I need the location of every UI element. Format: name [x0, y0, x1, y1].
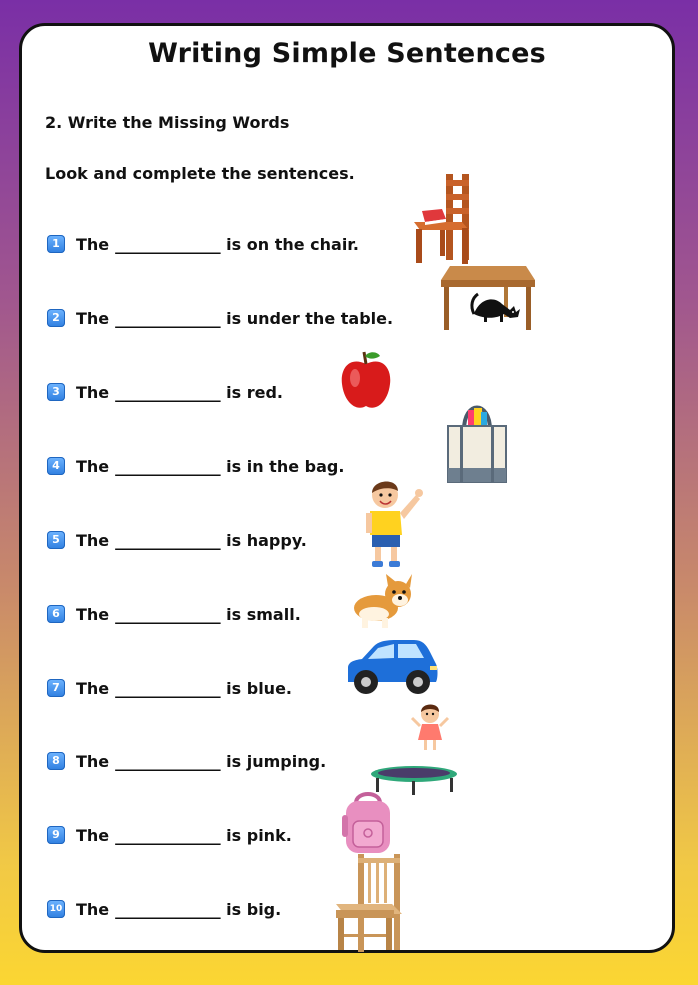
number-badge: 7	[47, 679, 65, 697]
page-title: Writing Simple Sentences	[148, 38, 546, 69]
answer-blank[interactable]: ______________	[115, 825, 221, 845]
sentence-start: The	[76, 751, 110, 771]
sentence-end: is big.	[226, 899, 282, 919]
number-badge: 9	[47, 826, 65, 844]
sentence-start: The	[76, 899, 110, 919]
sentence-start: The	[76, 604, 110, 624]
sentence-row-1	[47, 230, 359, 258]
answer-blank[interactable]: ______________	[115, 530, 221, 550]
pink-backpack-image	[340, 791, 396, 855]
sentence-start: The	[76, 308, 110, 328]
sentence-end: is red.	[226, 382, 284, 402]
sentence-row-2	[47, 304, 393, 332]
sentence-end: is blue.	[226, 678, 292, 698]
sentence-row-8	[47, 747, 326, 775]
sentence-end: is on the chair.	[226, 234, 359, 254]
blue-car-image	[344, 638, 440, 698]
number-badge: 6	[47, 605, 65, 623]
answer-blank[interactable]: ______________	[115, 678, 221, 698]
instruction-text: Look and complete the sentences.	[45, 164, 355, 183]
sentence-start: The	[76, 456, 110, 476]
number-badge: 3	[47, 383, 65, 401]
sentence-end: is small.	[226, 604, 301, 624]
answer-blank[interactable]: ______________	[115, 604, 221, 624]
answer-blank[interactable]: ______________	[115, 456, 221, 476]
answer-blank[interactable]: ______________	[115, 382, 221, 402]
sentence-row-7	[47, 674, 292, 702]
sentence-start: The	[76, 234, 110, 254]
red-apple-image	[340, 350, 392, 412]
sentence-start: The	[76, 382, 110, 402]
number-badge: 2	[47, 309, 65, 327]
sentence-row-3	[47, 378, 283, 406]
sentence-end: is jumping.	[226, 751, 327, 771]
sentence-start: The	[76, 530, 110, 550]
sentence-row-9	[47, 821, 292, 849]
number-badge: 4	[47, 457, 65, 475]
answer-blank[interactable]: ______________	[115, 234, 221, 254]
wooden-chair-image	[334, 852, 404, 952]
sentence-row-10	[47, 895, 281, 923]
number-badge: 1	[47, 235, 65, 253]
sentence-end: is in the bag.	[226, 456, 345, 476]
tote-bag-image	[446, 396, 508, 484]
girl-on-trampoline-image	[368, 698, 460, 798]
cat-under-table-image	[440, 262, 536, 332]
number-badge: 8	[47, 752, 65, 770]
answer-blank[interactable]: ______________	[115, 899, 221, 919]
number-badge: 5	[47, 531, 65, 549]
sentence-start: The	[76, 825, 110, 845]
sentence-start: The	[76, 678, 110, 698]
sentence-end: is happy.	[226, 530, 307, 550]
small-dog-image	[350, 574, 416, 630]
sentence-row-5	[47, 526, 307, 554]
section-heading: 2. Write the Missing Words	[45, 113, 290, 132]
happy-boy-image	[364, 477, 424, 569]
sentence-row-6	[47, 600, 301, 628]
sentence-end: is under the table.	[226, 308, 394, 328]
number-badge: 10	[47, 900, 65, 918]
sentence-end: is pink.	[226, 825, 292, 845]
sentence-row-4	[47, 452, 344, 480]
worksheet-card	[19, 23, 675, 953]
answer-blank[interactable]: ______________	[115, 751, 221, 771]
chair-with-book-image	[412, 172, 472, 264]
answer-blank[interactable]: ______________	[115, 308, 221, 328]
